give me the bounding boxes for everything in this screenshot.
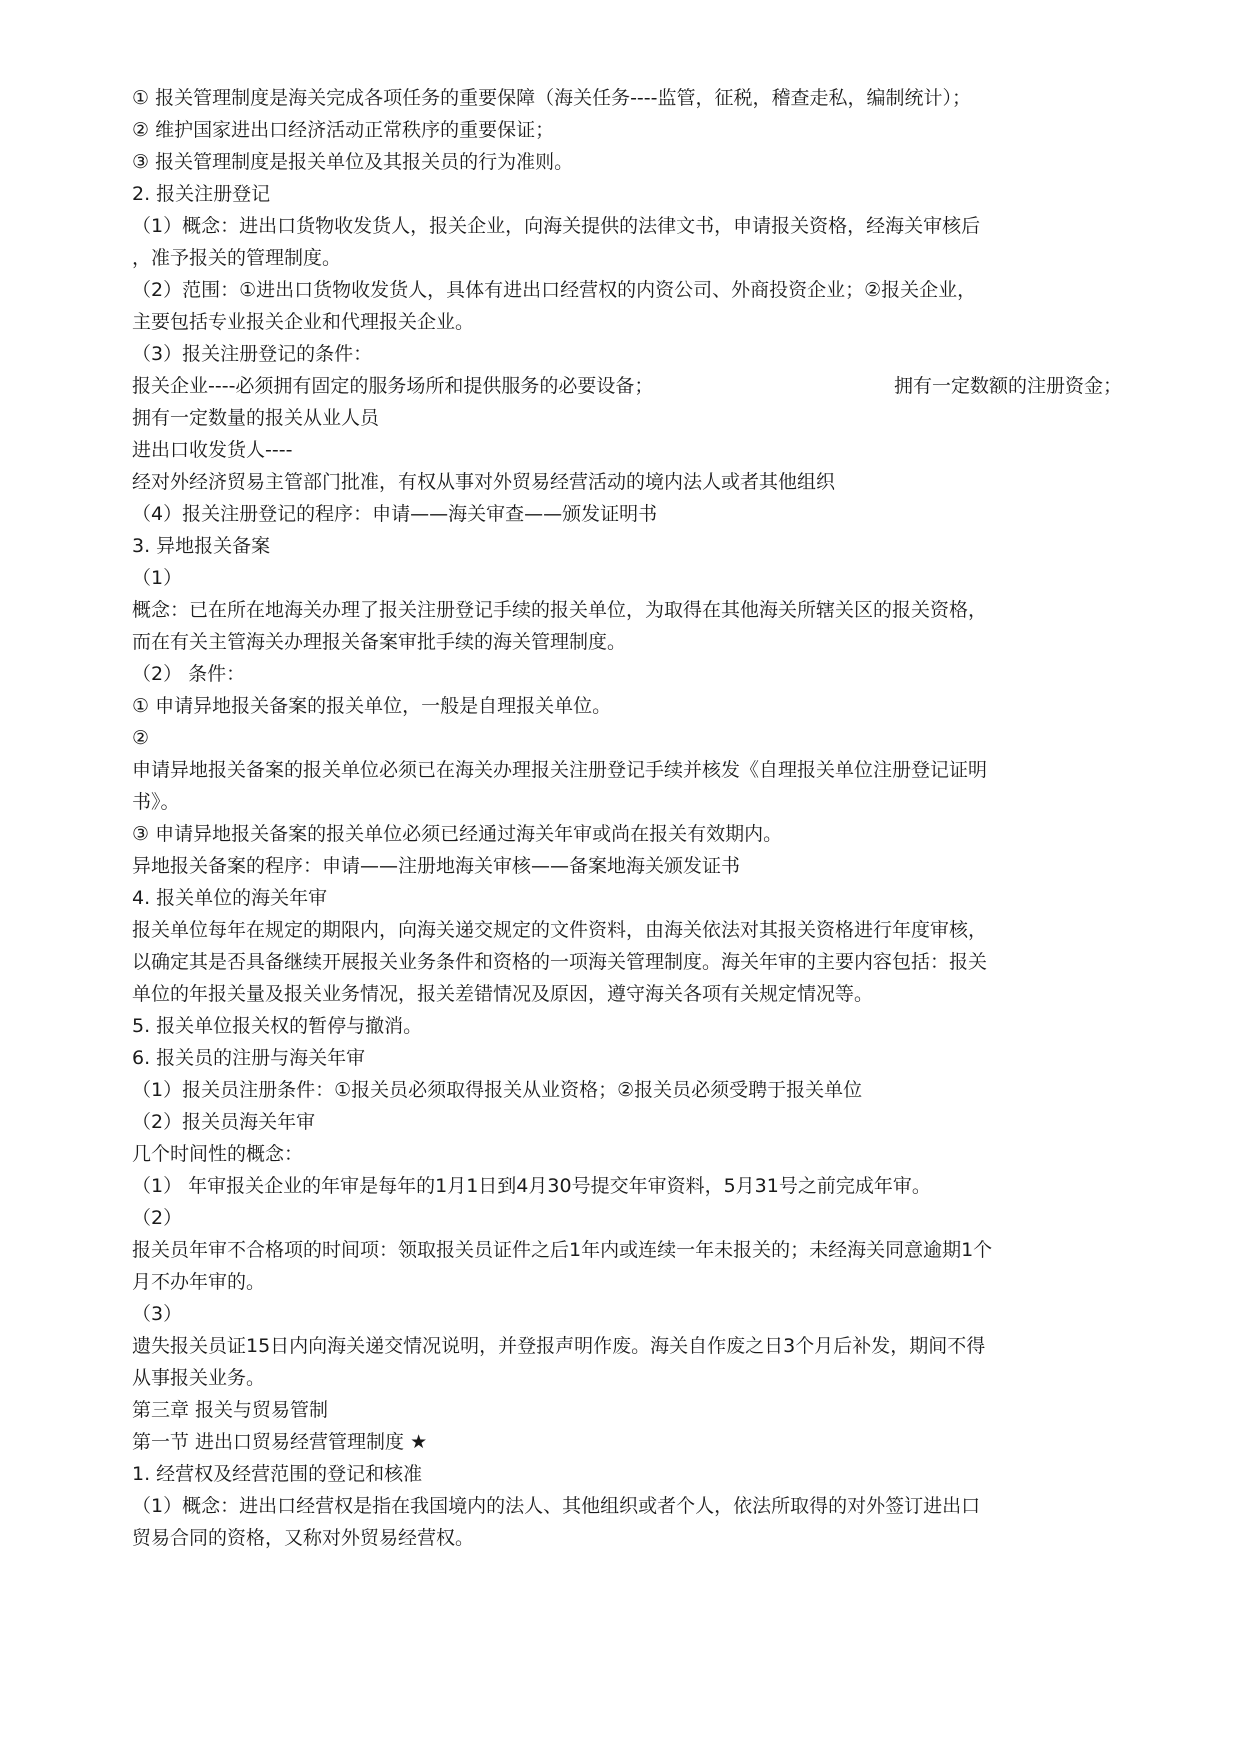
text-line: 经对外经济贸易主管部门批准，有权从事对外贸易经营活动的境内法人或者其他组织 <box>132 471 836 493</box>
text-line: 月不办年审的。 <box>132 1271 266 1293</box>
text-line: （1）报关员注册条件：①报关员必须取得报关从业资格；②报关员必须受聘于报关单位 <box>132 1079 863 1101</box>
text-line: （2）报关员海关年审 <box>132 1111 316 1133</box>
text-line: 报关员年审不合格项的时间项：领取报关员证件之后1年内或连续一年未报关的；未经海关同意逾期1个 <box>132 1239 993 1261</box>
text-line: （1）概念：进出口经营权是指在我国境内的法人、其他组织或者个人，依法所取得的对外签订进出口 <box>132 1495 981 1517</box>
text-line: （1）概念：进出口货物收发货人，报关企业，向海关提供的法律文书，申请报关资格，经海关审核后 <box>132 215 981 237</box>
text-line-left: 报关企业----必须拥有固定的服务场所和提供服务的必要设备； <box>132 375 654 397</box>
text-line: （2） 条件： <box>132 663 246 685</box>
text-line: 而在有关主管海关办理报关备案审批手续的海关管理制度。 <box>132 631 627 653</box>
text-line: 以确定其是否具备继续开展报关业务条件和资格的一项海关管理制度。海关年审的主要内容包括：报关 <box>132 951 988 973</box>
section-heading: 2. 报关注册登记 <box>132 183 271 205</box>
chapter-heading: 第三章 报关与贸易管制 <box>132 1399 329 1421</box>
text-line: 概念：已在所在地海关办理了报关注册登记手续的报关单位，为取得在其他海关所辖关区的报关资格， <box>132 599 988 621</box>
text-line: ，准予报关的管理制度。 <box>132 247 342 269</box>
text-line: 主要包括专业报关企业和代理报关企业。 <box>132 311 475 333</box>
text-line: （4）报关注册登记的程序：申请——海关审查——颁发证明书 <box>132 503 658 525</box>
text-line: ① 报关管理制度是海关完成各项任务的重要保障（海关任务----监管，征税，稽查走私，编制统计）； <box>132 87 971 109</box>
text-line: 遗失报关员证15日内向海关递交情况说明，并登报声明作废。海关自作废之日3个月后补发，期间不得 <box>132 1335 986 1357</box>
text-line: （3） <box>132 1303 183 1325</box>
text-line: （3）报关注册登记的条件： <box>132 343 373 365</box>
text-line: 进出口收发货人---- <box>132 439 293 461</box>
document-body <box>132 82 1122 1554</box>
section-heading: 3. 异地报关备案 <box>132 535 271 557</box>
text-line: 书》。 <box>132 791 180 813</box>
section-heading: 第一节 进出口贸易经营管理制度 ★ <box>132 1431 428 1453</box>
text-line: ③ 申请异地报关备案的报关单位必须已经通过海关年审或尚在报关有效期内。 <box>132 823 783 845</box>
text-line: （1） <box>132 567 183 589</box>
text-line: 贸易合同的资格，又称对外贸易经营权。 <box>132 1527 475 1549</box>
text-line: ② 维护国家进出口经济活动正常秩序的重要保证； <box>132 119 555 141</box>
text-line: ① 申请异地报关备案的报关单位，一般是自理报关单位。 <box>132 695 612 717</box>
text-line-right: 拥有一定数额的注册资金； <box>893 375 1122 397</box>
section-heading: 5. 报关单位报关权的暂停与撤消。 <box>132 1015 423 1037</box>
text-line: （2） <box>132 1207 183 1229</box>
text-line: 从事报关业务。 <box>132 1367 266 1389</box>
text-line: 几个时间性的概念： <box>132 1143 304 1165</box>
text-line-split <box>132 370 1122 402</box>
text-line: 异地报关备案的程序：申请——注册地海关审核——备案地海关颁发证书 <box>132 855 741 877</box>
text-line: 拥有一定数量的报关从业人员 <box>132 407 380 429</box>
text-line: （1） 年审报关企业的年审是每年的1月1日到4月30号提交年审资料，5月31号之前完成年审。 <box>132 1175 931 1197</box>
section-heading: 1. 经营权及经营范围的登记和核准 <box>132 1463 423 1485</box>
text-line: ③ 报关管理制度是报关单位及其报关员的行为准则。 <box>132 151 574 173</box>
text-line: 报关单位每年在规定的期限内，向海关递交规定的文件资料，由海关依法对其报关资格进行年度审核， <box>132 919 988 941</box>
text-line: ② <box>132 727 150 749</box>
text-line: 申请异地报关备案的报关单位必须已在海关办理报关注册登记手续并核发《自理报关单位注册登记证明 <box>132 759 988 781</box>
text-line: 单位的年报关量及报关业务情况，报关差错情况及原因，遵守海关各项有关规定情况等。 <box>132 983 874 1005</box>
text-line: （2）范围：①进出口货物收发货人，具体有进出口经营权的内资公司、外商投资企业；②报关企业， <box>132 279 977 301</box>
section-heading: 6. 报关员的注册与海关年审 <box>132 1047 366 1069</box>
section-heading: 4. 报关单位的海关年审 <box>132 887 328 909</box>
